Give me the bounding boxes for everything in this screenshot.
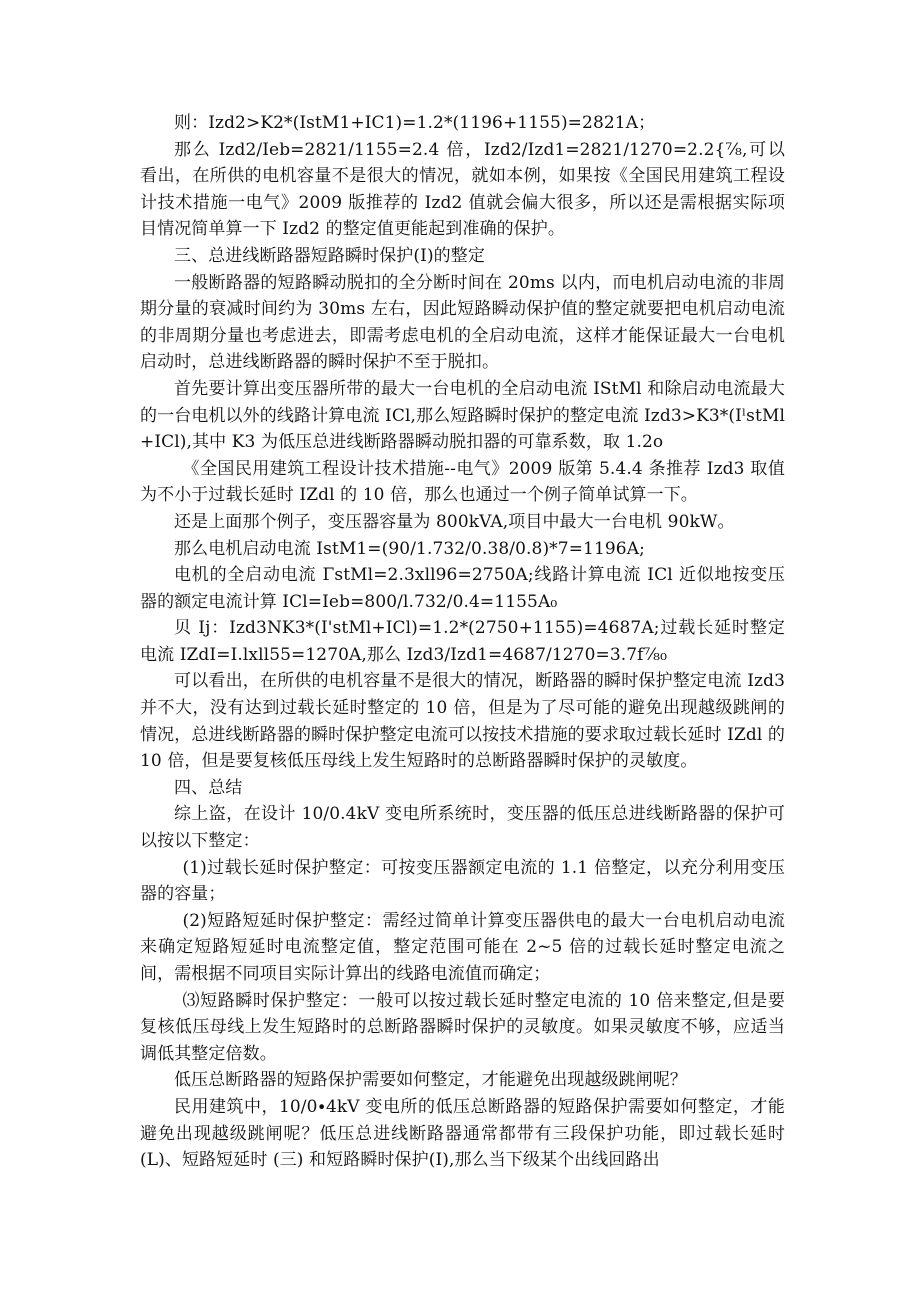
paragraph-motor-start-current: 那么电机启动电流 IstM1=(90/1.732/0.38/0.8)*7=1196A; — [174, 538, 645, 559]
paragraph-izd3-conclusion: 可以看出，在所供的电机容量不是很大的情况，断路器的瞬时保护整定电流 Izd3 并不大，没有达到过载长延时整定的 10 倍，但是为了尽可能的避免出现越级跳闸的情况，总进线断路器的瞬时保护整定电流可以按技术措施的要求取过载长延时 IZdl 的 10 倍，但是要复核低压母线上发生短路时的总断路器瞬时保护的灵敏度。 — [140, 671, 785, 772]
list-item-overload: (1)过载长延时保护整定：可按变压器额定电流的 1.1 倍整定，以充分利用变压器的容量； — [140, 857, 785, 905]
list-item-instant: ⑶短路瞬时保护整定：一般可以按过载长延时整定电流的 10 倍来整定,但是要复核低压母线上发生短路时的总断路器瞬时保护的灵敏度。如果灵敏度不够，应适当调低其整定倍数。 — [140, 990, 785, 1064]
paragraph-summary-intro: 综上盗，在设计 10∕0.4kV 变电所系统时，变压器的低压总进线断路器的保护可以按以下整定： — [140, 804, 785, 852]
section-heading-4: 四、总结 — [174, 777, 243, 798]
paragraph-example-intro: 还是上面那个例子，变压器容量为 800kVA,项目中最大一台电机 90kW。 — [174, 511, 735, 532]
list-item-short-delay: (2)短路短延时保护整定：需经过简单计算变压器供电的最大一台电机启动电流来确定短路短延时电流整定值，整定范围可能在 2~5 倍的过载长延时整定电流之间，需根据不同项目实际计算出的线路电流值而确定； — [140, 910, 785, 984]
paragraph-izd3-result: 贝 Ij：Izd3NK3*(I'stMl+ICl)=1.2*(2750+1155)=4687A;过载长延时整定电流 IZdI=I.lxll55=1270A,那么 Izd3∕Izd1=4687/1270=3.7f⅞₀ — [140, 618, 785, 665]
paragraph-full-start-current: 电机的全启动电流 ΓstMl=2.3xll96=2750A;线路计算电流 ICl 近似地按变压器的额定电流计算 ICl=Ieb=800∕l.732/0.4=1155A₀ — [140, 565, 785, 612]
paragraph-measures-reference: 《全国民用建筑工程设计技术措施--电气》2009 版第 5.4.4 条推荐 Izd3 取值为不小于过载长延时 IZdl 的 10 倍，那么也通过一个例子简单试算一下。 — [140, 458, 785, 506]
paragraph-formula-izd2: 则：Izd2>K2*(IstM1+IC1)=1.2*(1196+1155)=2821A； — [174, 113, 656, 133]
paragraph-instant-trip-intro: 一般断路器的短路瞬动脱扣的全分断时间在 20ms 以内，而电机启动电流的非周期分量的衰减时间约为 30ms 左右，因此短路瞬动保护值的整定就要把电机启动电流的非周期分量也考虑进去，即需考虑电机的全启动电流，这样才能保证最大一台电机启动时，总进线断路器的瞬时保护不至于脱扣。 — [140, 272, 785, 373]
document-body — [140, 110, 785, 1174]
section-heading-3: 三、总进线断路器短路瞬时保护(I)的整定 — [174, 245, 485, 266]
paragraph-izd3-formula: 首先要计算出变压器所带的最大一台电机的全启动电流 IStMl 和除启动电流最大的一台电机以外的线路计算电流 ICl,那么短路瞬时保护的整定电流 Izd3>K3*(IˡstMl+ICl),其中 K3 为低压总进线断路器瞬动脱扣器的可靠系数，取 1.2o — [140, 378, 785, 453]
paragraph-question: 低压总断路器的短路保护需要如何整定，才能避免出现越级跳闸呢？ — [174, 1070, 687, 1091]
paragraph-izd2-ratio: 那么 Izd2∕Ieb=2821/1155=2.4 倍，Izd2∕Izd1=2821/1270=2.2{⅞,可以看出，在所供的电机容量不是很大的情况，就如本例，如果按《全国民用建筑工程设计技术措施一电气》2009 版推荐的 Izd2 值就会偏大很多，所以还是需根据实际项目情况简单算一下 Izd2 的整定值更能起到准确的保护。 — [140, 139, 785, 240]
paragraph-final: 民用建筑中，10∕0∙4kV 变电所的低压总断路器的短路保护需要如何整定，才能避免出现越级跳闸呢？低压总进线断路器通常都带有三段保护功能，即过载长延时 (L)、短路短延时 (三) 和短路瞬时保护(I),那么当下级某个出线回路出 — [140, 1096, 785, 1171]
